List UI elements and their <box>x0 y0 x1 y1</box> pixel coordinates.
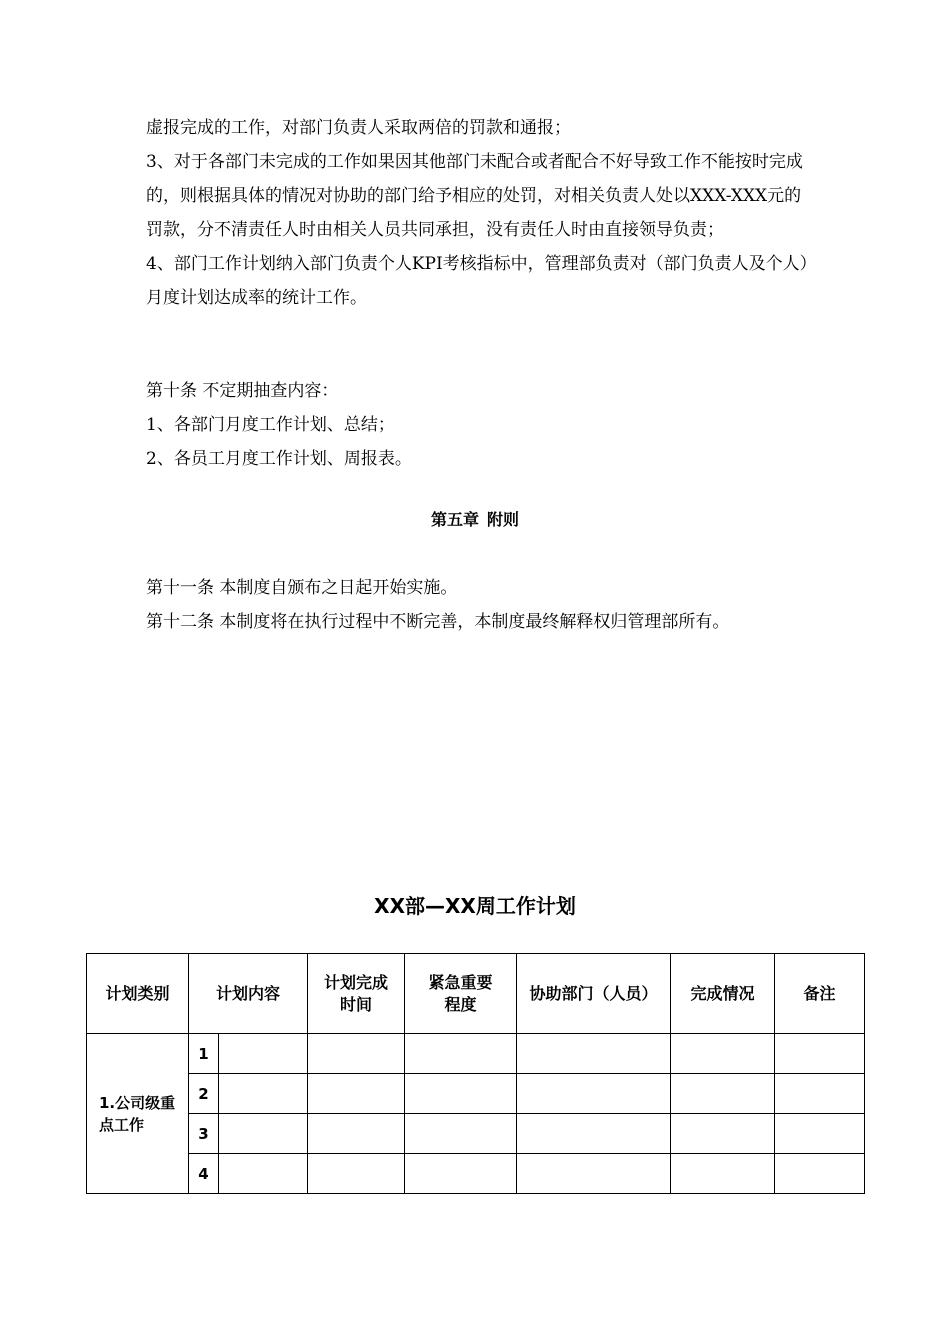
chapter-heading <box>0 507 950 533</box>
header-completion-time: 计划完成时间 <box>308 954 405 1034</box>
table-row <box>87 1114 865 1154</box>
completion-time-cell[interactable] <box>308 1114 405 1154</box>
weekly-plan-table <box>86 953 865 1194</box>
content-cell[interactable] <box>219 1074 308 1114</box>
article-ten <box>146 374 816 476</box>
assist-dept-cell[interactable] <box>517 1074 671 1114</box>
header-remarks: 备注 <box>775 954 865 1034</box>
content-cell[interactable] <box>219 1034 308 1074</box>
paragraph-rule-4: 4、部门工作计划纳入部门负责个人KPI考核指标中，管理部负责对（部门负责人及个人）月度计划达成率的统计工作。 <box>146 254 809 308</box>
content-cell[interactable] <box>219 1154 308 1194</box>
article-ten-heading: 第十条 不定期抽查内容： <box>146 381 339 401</box>
row-number: 1 <box>189 1034 219 1074</box>
content-cell[interactable] <box>219 1114 308 1154</box>
article-ten-item: 1、各部门月度工作计划、总结； <box>146 415 395 435</box>
assist-dept-cell[interactable] <box>517 1154 671 1194</box>
header-status: 完成情况 <box>671 954 775 1034</box>
article-eleven: 第十一条 本制度自颁布之日起开始实施。 <box>146 578 458 598</box>
table-row <box>87 1034 865 1074</box>
chapter-title: 附则 <box>487 510 520 529</box>
top-paragraphs <box>146 111 816 315</box>
urgency-cell[interactable] <box>405 1074 517 1114</box>
completion-time-cell[interactable] <box>308 1154 405 1194</box>
article-twelve: 第十二条 本制度将在执行过程中不断完善，本制度最终解释权归管理部所有。 <box>146 612 730 632</box>
header-assist-dept: 协助部门（人员） <box>517 954 671 1034</box>
table-row <box>87 1154 865 1194</box>
completion-time-cell[interactable] <box>308 1034 405 1074</box>
completion-time-cell[interactable] <box>308 1074 405 1114</box>
urgency-cell[interactable] <box>405 1034 517 1074</box>
final-articles <box>146 571 816 639</box>
plan-title: XX部—XX周工作计划 <box>374 894 576 918</box>
category-cell: 1.公司级重点工作 <box>87 1034 189 1194</box>
row-number: 3 <box>189 1114 219 1154</box>
assist-dept-cell[interactable] <box>517 1114 671 1154</box>
status-cell[interactable] <box>671 1154 775 1194</box>
remarks-cell[interactable] <box>775 1114 865 1154</box>
urgency-cell[interactable] <box>405 1114 517 1154</box>
header-content: 计划内容 <box>189 954 308 1034</box>
header-category: 计划类别 <box>87 954 189 1034</box>
article-ten-item: 2、各员工月度工作计划、周报表。 <box>146 449 412 469</box>
table-header-row <box>87 954 865 1034</box>
remarks-cell[interactable] <box>775 1034 865 1074</box>
remarks-cell[interactable] <box>775 1074 865 1114</box>
status-cell[interactable] <box>671 1114 775 1154</box>
chapter-number: 第五章 <box>430 510 479 529</box>
row-number: 4 <box>189 1154 219 1194</box>
urgency-cell[interactable] <box>405 1154 517 1194</box>
status-cell[interactable] <box>671 1074 775 1114</box>
paragraph-false-report: 虚报完成的工作，对部门负责人采取两倍的罚款和通报； <box>146 118 571 138</box>
paragraph-rule-3: 3、对于各部门未完成的工作如果因其他部门未配合或者配合不好导致工作不能按时完成的，则根据具体的情况对协助的部门给予相应的处罚，对相关负责人处以XXX-XXX元的罚款，分不清责任人时由相关人员共同承担，没有责任人时由直接领导负责； <box>146 152 803 240</box>
status-cell[interactable] <box>671 1034 775 1074</box>
assist-dept-cell[interactable] <box>517 1034 671 1074</box>
remarks-cell[interactable] <box>775 1154 865 1194</box>
header-urgency: 紧急重要程度 <box>405 954 517 1034</box>
table-row <box>87 1074 865 1114</box>
row-number: 2 <box>189 1074 219 1114</box>
